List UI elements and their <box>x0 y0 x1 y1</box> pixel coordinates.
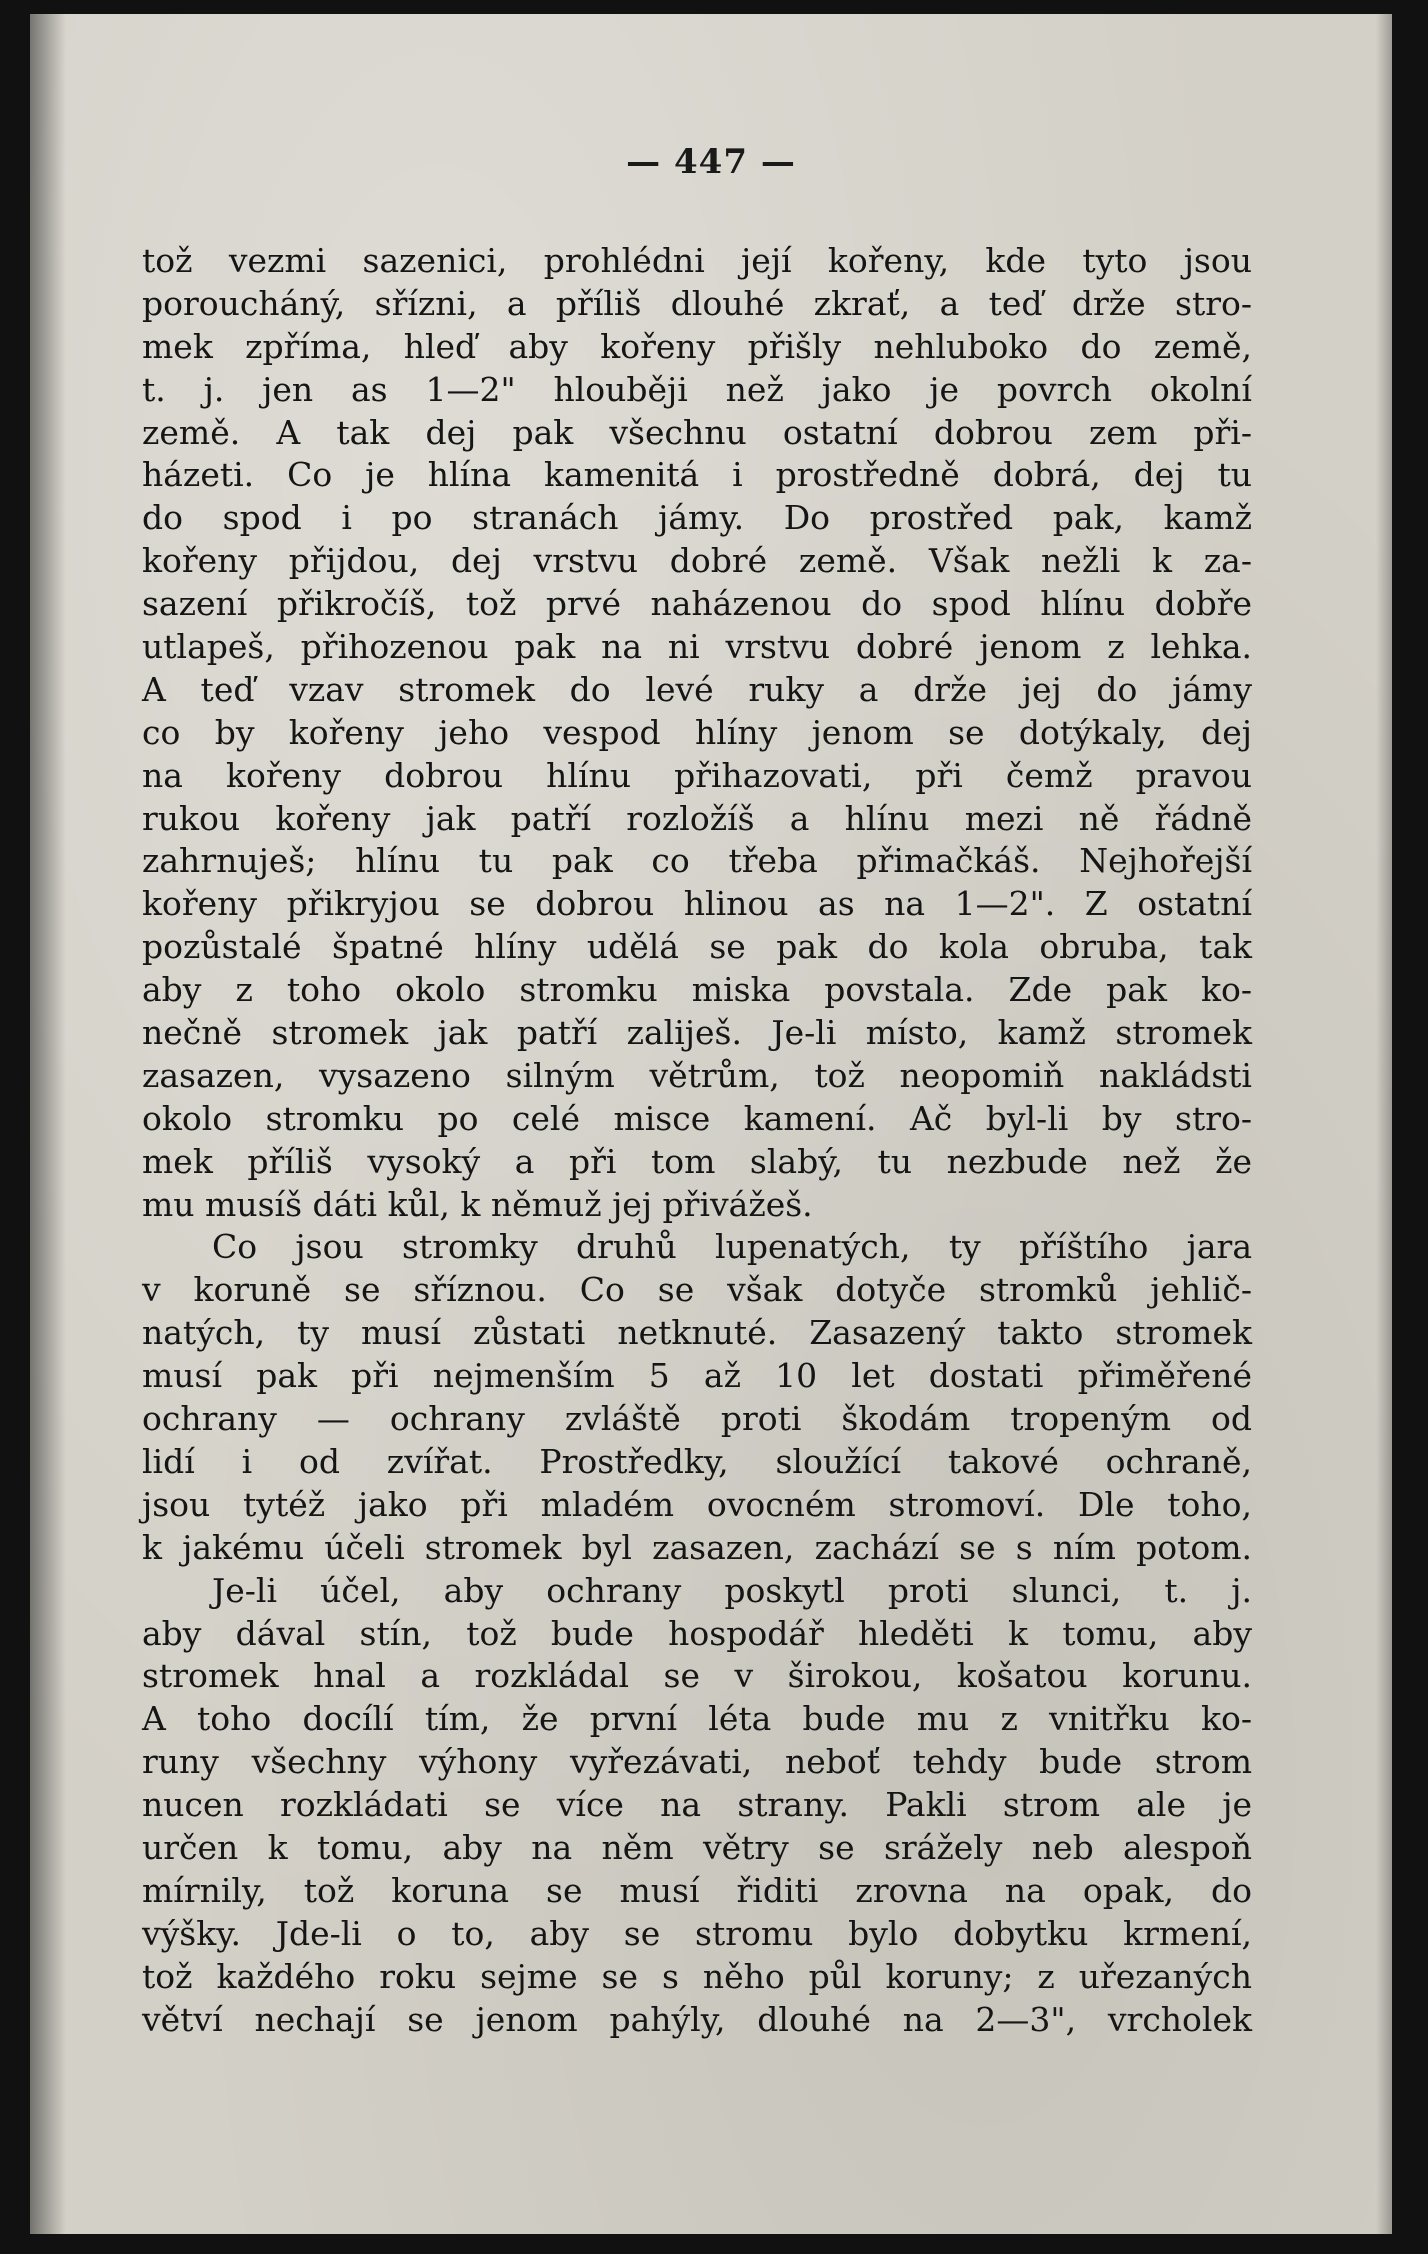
text-line: okolo stromku po celé misce kamení. Ač byl-li by stro- <box>142 1098 1252 1138</box>
body-text <box>142 240 1252 2041</box>
text-line: na kořeny dobrou hlínu přihazovati, při čemž pravou <box>142 755 1252 795</box>
text-line: mu musíš dáti kůl, k němuž jej přivážeš. <box>142 1184 813 1224</box>
text-line: A toho docílí tím, že první léta bude mu z vnitřku ko- <box>142 1699 1252 1739</box>
text-line: Co jsou stromky druhů lupenatých, ty příštího jara <box>212 1227 1252 1267</box>
text-line: nečně stromek jak patří zaliješ. Je-li místo, kamž stromek <box>142 1013 1252 1053</box>
text-line: házeti. Co je hlína kamenitá i prostředně dobrá, dej tu <box>142 455 1252 495</box>
text-line: mek příliš vysoký a při tom slabý, tu nezbude než že <box>142 1141 1252 1181</box>
text-line: tož každého roku sejme se s něho půl koruny; z uřezaných <box>142 1956 1252 1996</box>
text-line: zasazen, vysazeno silným větrům, tož neopomiň nakládsti <box>142 1055 1252 1095</box>
page-edge-shadow <box>1376 14 1392 2234</box>
text-line: poroucháný, sřízni, a příliš dlouhé zkrať, a teď drže stro- <box>142 283 1252 323</box>
text-line: Je-li účel, aby ochrany poskytl proti slunci, t. j. <box>212 1570 1252 1610</box>
text-line: rukou kořeny jak patří rozložíš a hlínu mezi ně řádně <box>142 798 1252 838</box>
page-number: — 447 — <box>626 142 796 182</box>
text-line: runy všechny výhony vyřezávati, neboť tehdy bude strom <box>142 1742 1252 1782</box>
text-line: mírnily, tož koruna se musí řiditi zrovna na opak, do <box>142 1870 1252 1910</box>
text-line: v koruně se sříznou. Co se však dotyče stromků jehlič- <box>142 1270 1252 1310</box>
text-line: pozůstalé špatné hlíny udělá se pak do kola obruba, tak <box>142 927 1252 967</box>
text-line: aby z toho okolo stromku miska povstala. Zde pak ko- <box>142 970 1252 1010</box>
text-line: lidí i od zvířat. Prostředky, sloužící takové ochraně, <box>142 1441 1252 1481</box>
text-line: zahrnuješ; hlínu tu pak co třeba přimačkáš. Nejhořejší <box>142 841 1252 881</box>
text-line: nucen rozkládati se více na strany. Pakli strom ale je <box>142 1785 1252 1825</box>
text-line: určen k tomu, aby na něm větry se srážely neb alespoň <box>142 1827 1252 1867</box>
text-line: kořeny přijdou, dej vrstvu dobré země. Však nežli k za- <box>142 541 1252 581</box>
text-line: tož vezmi sazenici, prohlédni její kořeny, kde tyto jsou <box>142 241 1252 280</box>
text-line: utlapeš, přihozenou pak na ni vrstvu dobré jenom z lehka. <box>142 627 1252 667</box>
text-line: musí pak při nejmenším 5 až 10 let dostati přiměřené <box>142 1356 1252 1396</box>
text-line: jsou tytéž jako při mladém ovocném stromoví. Dle toho, <box>142 1484 1252 1524</box>
book-page <box>30 14 1392 2234</box>
text-line: země. A tak dej pak všechnu ostatní dobrou zem při- <box>142 412 1252 452</box>
text-line: sazení přikročíš, tož prvé naházenou do spod hlínu dobře <box>142 584 1252 624</box>
text-line: k jakému účeli stromek byl zasazen, zachází se s ním potom. <box>142 1527 1252 1567</box>
text-line: větví nechají se jenom pahýly, dlouhé na 2—3", vrcholek <box>142 1999 1252 2039</box>
gutter-shadow <box>30 14 66 2234</box>
text-line: t. j. jen as 1—2" hlouběji než jako je povrch okolní <box>142 369 1252 409</box>
text-line: do spod i po stranách jámy. Do prostřed pak, kamž <box>142 498 1252 538</box>
text-line: A teď vzav stromek do levé ruky a drže jej do jámy <box>142 669 1252 709</box>
text-line: natých, ty musí zůstati netknuté. Zasazený takto stromek <box>142 1313 1252 1353</box>
text-line: aby dával stín, tož bude hospodář hleděti k tomu, aby <box>142 1613 1252 1653</box>
text-line: ochrany — ochrany zvláště proti škodám tropeným od <box>142 1399 1252 1439</box>
text-line: stromek hnal a rozkládal se v širokou, košatou korunu. <box>142 1656 1252 1696</box>
text-line: výšky. Jde-li o to, aby se stromu bylo dobytku krmení, <box>142 1913 1252 1953</box>
text-line: mek zpříma, hleď aby kořeny přišly nehluboko do země, <box>142 326 1252 366</box>
text-line: kořeny přikryjou se dobrou hlinou as na 1—2". Z ostatní <box>142 884 1252 924</box>
text-line: co by kořeny jeho vespod hlíny jenom se dotýkaly, dej <box>142 712 1252 752</box>
